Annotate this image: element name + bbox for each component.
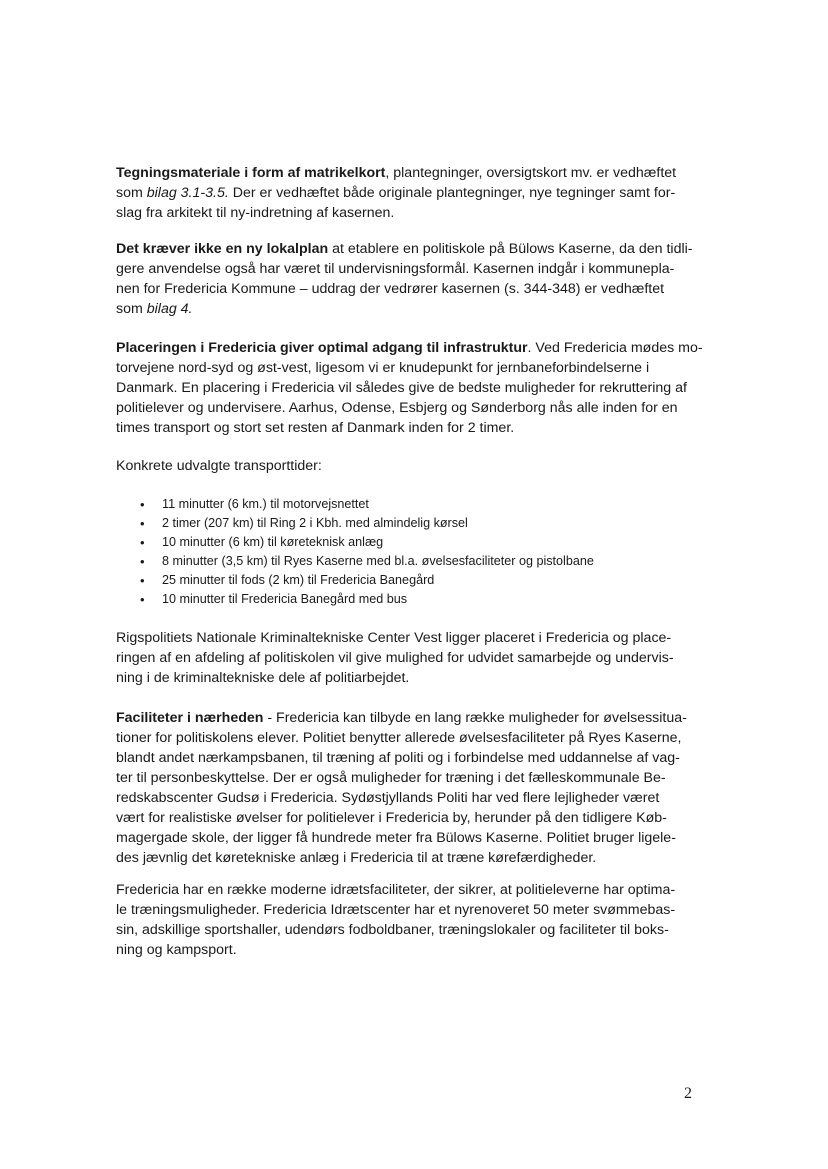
text-line: Rigspolitiets Nationale Kriminaltekniske Center Vest ligger placeret i Fredericia og place- xyxy=(116,630,672,646)
text-line: politielever og undervisere. Aarhus, Odense, Esbjerg og Sønderborg nås alle inden for en xyxy=(116,400,678,416)
bold-lead: Placeringen i Fredericia giver optimal adgang til infrastruktur xyxy=(116,340,528,356)
list-item xyxy=(140,514,594,533)
text-line: gere anvendelse også har været til undervisningsformål. Kasernen indgår i kommunepla- xyxy=(116,261,675,277)
transport-times-list xyxy=(140,495,594,609)
list-item-text: 10 minutter til Fredericia Banegård med bus xyxy=(162,592,408,606)
text-line xyxy=(116,183,712,203)
list-item-text: 25 minutter til fods (2 km) til Fredericia Banegård xyxy=(162,573,435,587)
bold-lead: Faciliteter i nærheden xyxy=(116,710,264,726)
text-line: ning og kampsport. xyxy=(116,942,237,958)
bold-lead: Det kræver ikke en ny lokalplan xyxy=(116,241,329,257)
text-line: blandt andet nærkampsbanen, til træning af politi og i forbindelse med uddannelse af vag- xyxy=(116,750,680,766)
text-run: - Fredericia kan tilbyde en lang række muligheder for øvelsessitua- xyxy=(263,710,687,726)
text-run: Der er vedhæftet både originale plantegninger, nye tegninger samt for- xyxy=(228,185,676,201)
list-item-text: 2 timer (207 km) til Ring 2 i Kbh. med almindelig kørsel xyxy=(162,516,468,530)
text-line: times transport og stort set resten af Danmark inden for 2 timer. xyxy=(116,420,515,436)
text-line xyxy=(116,299,712,319)
text-line: le træningsmuligheder. Fredericia Idrætscenter har et nyrenoveret 50 meter svømmebas- xyxy=(116,902,676,918)
text-run: , plantegninger, oversigtskort mv. er vedhæftet xyxy=(385,165,677,181)
list-item-text: 10 minutter (6 km) til køreteknisk anlæg xyxy=(162,535,384,549)
text-run: som xyxy=(116,185,147,201)
text-line: vært for realistiske øvelser for politielever i Fredericia by, herunder på den tidligere Køb- xyxy=(116,810,667,826)
italic-reference: bilag 4. xyxy=(146,301,193,317)
text-line: tioner for politiskolens elever. Politiet benytter allerede øvelsesfaciliteter på Ryes Kaserne, xyxy=(116,730,682,746)
list-item xyxy=(140,590,594,609)
list-item xyxy=(140,571,594,590)
page-number: 2 xyxy=(684,1085,692,1102)
bullet-icon: • xyxy=(140,497,145,512)
paragraph-sports xyxy=(116,880,712,960)
list-item-text: 8 minutter (3,5 km) til Ryes Kaserne med bl.a. øvelsesfaciliteter og pistolbane xyxy=(162,554,594,568)
bullet-icon: • xyxy=(140,554,145,569)
text-line xyxy=(116,239,712,259)
paragraph-facilities xyxy=(116,708,712,868)
bold-lead: Tegningsmateriale i form af matrikelkort xyxy=(116,165,386,181)
text-line xyxy=(116,338,712,358)
list-item xyxy=(140,495,594,514)
paragraph-transport-intro xyxy=(116,456,712,476)
text-run: . Ved Fredericia mødes mo- xyxy=(527,340,703,356)
text-line xyxy=(116,708,712,728)
bullet-icon: • xyxy=(140,516,145,531)
text-line: des jævnlig det køretekniske anlæg i Fredericia til at træne kørefærdigheder. xyxy=(116,850,597,866)
text-line: Konkrete udvalgte transporttider: xyxy=(116,458,322,474)
text-line: torvejene nord-syd og øst-vest, ligesom vi er knudepunkt for jernbaneforbindelserne i xyxy=(116,360,650,376)
text-run: som xyxy=(116,301,147,317)
paragraph-infrastructure xyxy=(116,338,712,438)
text-line: nen for Fredericia Kommune – uddrag der vedrører kasernen (s. 344-348) er vedhæftet xyxy=(116,281,665,297)
bullet-icon: • xyxy=(140,592,145,607)
list-item-text: 11 minutter (6 km.) til motorvejsnettet xyxy=(162,497,369,511)
text-line: Fredericia har en række moderne idrætsfaciliteter, der sikrer, at politieleverne har optima- xyxy=(116,882,676,898)
text-line xyxy=(116,163,712,183)
paragraph-local-plan xyxy=(116,239,712,319)
list-item xyxy=(140,552,594,571)
text-line: ter til personbeskyttelse. Der er også muligheder for træning i det fælleskommunale Be- xyxy=(116,770,666,786)
text-line: magergade skole, der ligger få hundrede meter fra Bülows Kaserne. Politiet bruger ligele- xyxy=(116,830,676,846)
list-item xyxy=(140,533,594,552)
paragraph-drawings xyxy=(116,163,712,223)
italic-reference: bilag 3.1-3.5. xyxy=(146,185,229,201)
text-line: slag fra arkitekt til ny-indretning af kasernen. xyxy=(116,205,395,221)
text-line: redskabscenter Gudsø i Fredericia. Sydøstjyllands Politi har ved flere lejligheder været xyxy=(116,790,660,806)
bullet-icon: • xyxy=(140,573,145,588)
text-line: sin, adskillige sportshaller, udendørs fodboldbaner, træningslokaler og faciliteter til boks- xyxy=(116,922,669,938)
text-run: at etablere en politiskole på Bülows Kaserne, da den tidli- xyxy=(328,241,693,257)
text-line: ning i de kriminaltekniske dele af politiarbejdet. xyxy=(116,670,410,686)
paragraph-forensic-center xyxy=(116,628,712,688)
bullet-icon: • xyxy=(140,535,145,550)
text-line: Danmark. En placering i Fredericia vil således give de bedste muligheder for rekruttering af xyxy=(116,380,687,396)
text-line: ringen af en afdeling af politiskolen vil give mulighed for udvidet samarbejde og undervis- xyxy=(116,650,674,666)
